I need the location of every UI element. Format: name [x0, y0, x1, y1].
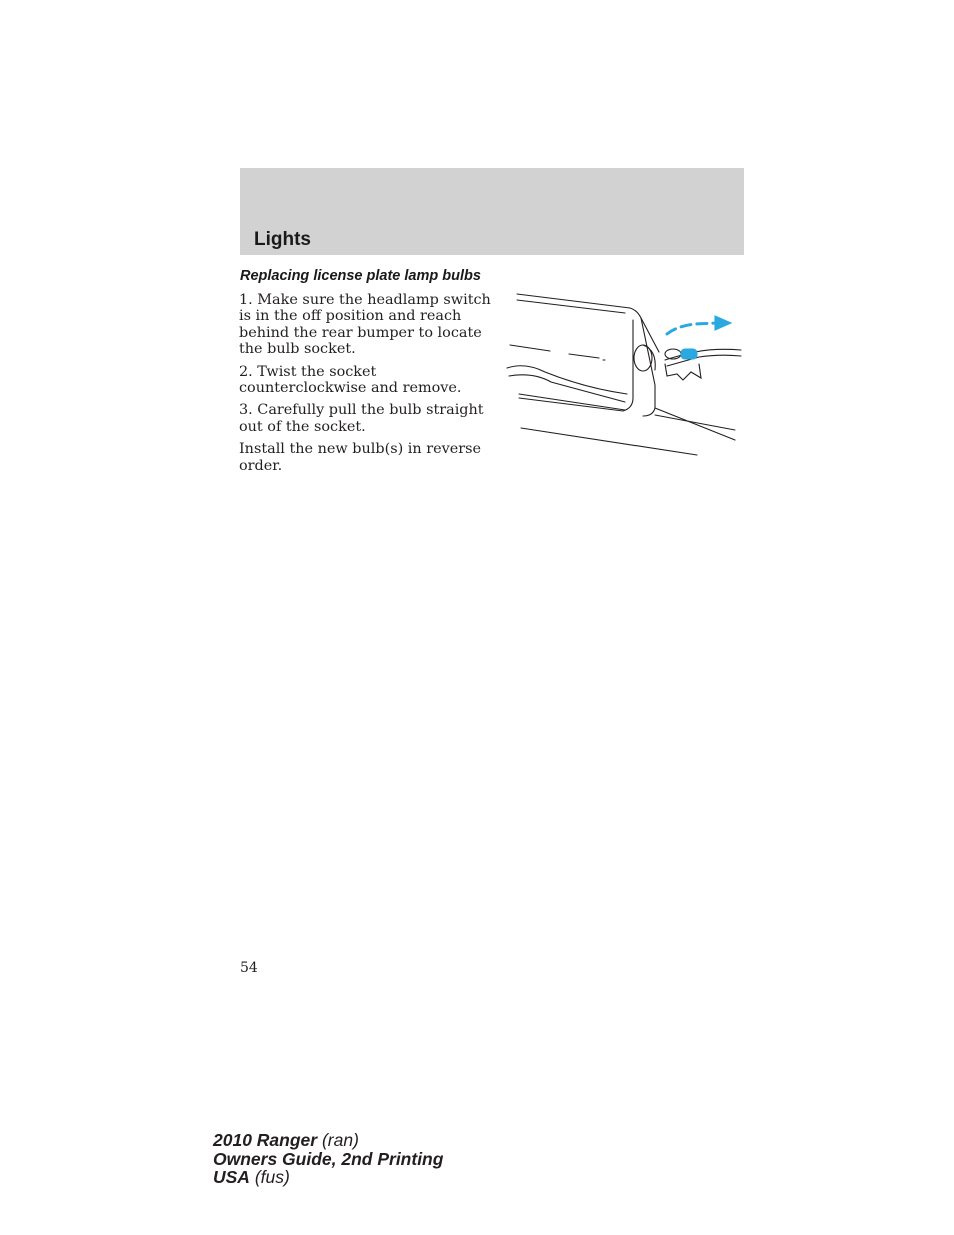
section-title: Lights [254, 229, 311, 250]
subheading: Replacing license plate lamp bulbs [240, 268, 481, 284]
license-plate-lamp-illustration [505, 290, 745, 462]
footer-region-line [213, 1168, 443, 1187]
footer-model-code: (ran) [317, 1130, 359, 1150]
step-3: 3. Carefully pull the bulb straight out of the socket. [239, 402, 484, 435]
step-2: 2. Twist the socket counterclockwise and remove. [239, 363, 462, 397]
step-install: Install the new bulb(s) in reverse order. [239, 441, 482, 474]
document-footer [213, 1131, 443, 1187]
step-1: 1. Make sure the headlamp switch is in the off position and reach behind the rear bumper to locate the bulb socket. [239, 292, 491, 358]
section-header-band [240, 168, 744, 255]
footer-region-code: (fus) [249, 1167, 290, 1187]
footer-model-line [213, 1131, 443, 1150]
footer-guide-edition: Owners Guide, 2nd Printing [213, 1148, 444, 1169]
page-number: 54 [240, 960, 258, 976]
footer-region: USA [213, 1167, 250, 1187]
instruction-steps [239, 292, 497, 480]
footer-model: 2010 Ranger [213, 1130, 318, 1150]
